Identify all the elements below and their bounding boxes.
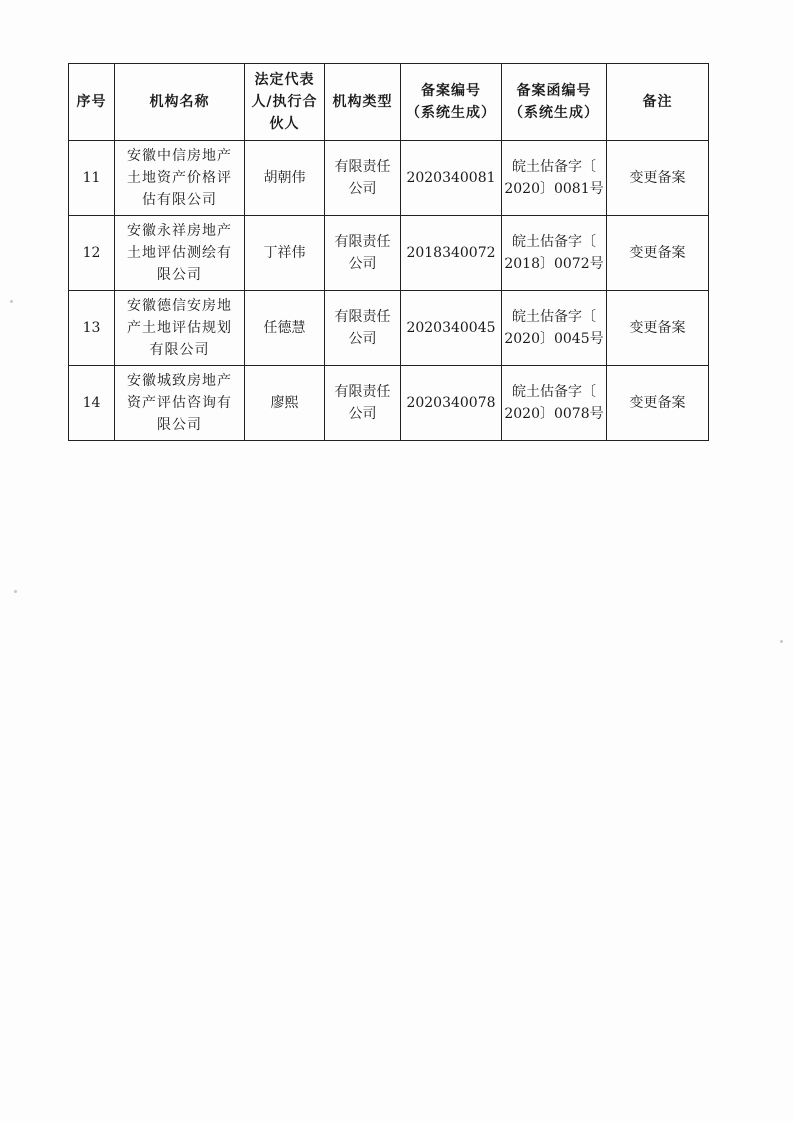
row-letter-no: 皖土估备字〔 2018〕0072号 bbox=[502, 216, 607, 291]
table-row bbox=[69, 366, 709, 441]
header-index: 序号 bbox=[69, 64, 115, 141]
scan-speck bbox=[780, 640, 783, 643]
row-index: 14 bbox=[69, 366, 115, 441]
table-row bbox=[69, 216, 709, 291]
row-org-type: 有限责任 公司 bbox=[325, 291, 401, 366]
row-legal-rep: 任德慧 bbox=[245, 291, 325, 366]
row-letter-no: 皖土估备字〔 2020〕0078号 bbox=[502, 366, 607, 441]
header-record-no: 备案编号 （系统生成） bbox=[401, 64, 502, 141]
row-record-no: 2020340078 bbox=[401, 366, 502, 441]
header-name: 机构名称 bbox=[115, 64, 245, 141]
table-row bbox=[69, 291, 709, 366]
row-note: 变更备案 bbox=[607, 141, 709, 216]
row-org-name: 安徽城致房地产 资产评估咨询有 限公司 bbox=[115, 366, 245, 441]
row-org-type: 有限责任 公司 bbox=[325, 141, 401, 216]
row-legal-rep: 胡朝伟 bbox=[245, 141, 325, 216]
header-note: 备注 bbox=[607, 64, 709, 141]
row-legal-rep: 丁祥伟 bbox=[245, 216, 325, 291]
row-note: 变更备案 bbox=[607, 366, 709, 441]
scan-speck bbox=[14, 590, 17, 593]
row-record-no: 2020340045 bbox=[401, 291, 502, 366]
row-legal-rep: 廖熙 bbox=[245, 366, 325, 441]
row-letter-no: 皖土估备字〔 2020〕0045号 bbox=[502, 291, 607, 366]
row-org-name: 安徽中信房地产 土地资产价格评 估有限公司 bbox=[115, 141, 245, 216]
row-index: 12 bbox=[69, 216, 115, 291]
row-index: 13 bbox=[69, 291, 115, 366]
row-note: 变更备案 bbox=[607, 216, 709, 291]
header-legal-rep: 法定代表 人/执行合 伙人 bbox=[245, 64, 325, 141]
scan-speck bbox=[10, 300, 13, 303]
header-letter-no: 备案函编号 （系统生成） bbox=[502, 64, 607, 141]
row-org-type: 有限责任 公司 bbox=[325, 216, 401, 291]
row-org-type: 有限责任 公司 bbox=[325, 366, 401, 441]
row-record-no: 2018340072 bbox=[401, 216, 502, 291]
row-letter-no: 皖土估备字〔 2020〕0081号 bbox=[502, 141, 607, 216]
row-index: 11 bbox=[69, 141, 115, 216]
table-row bbox=[69, 141, 709, 216]
row-record-no: 2020340081 bbox=[401, 141, 502, 216]
header-org-type: 机构类型 bbox=[325, 64, 401, 141]
row-note: 变更备案 bbox=[607, 291, 709, 366]
row-org-name: 安徽永祥房地产 土地评估测绘有 限公司 bbox=[115, 216, 245, 291]
filing-record-table bbox=[68, 63, 709, 441]
row-org-name: 安徽德信安房地 产土地评估规划 有限公司 bbox=[115, 291, 245, 366]
table-header-row bbox=[69, 64, 709, 141]
